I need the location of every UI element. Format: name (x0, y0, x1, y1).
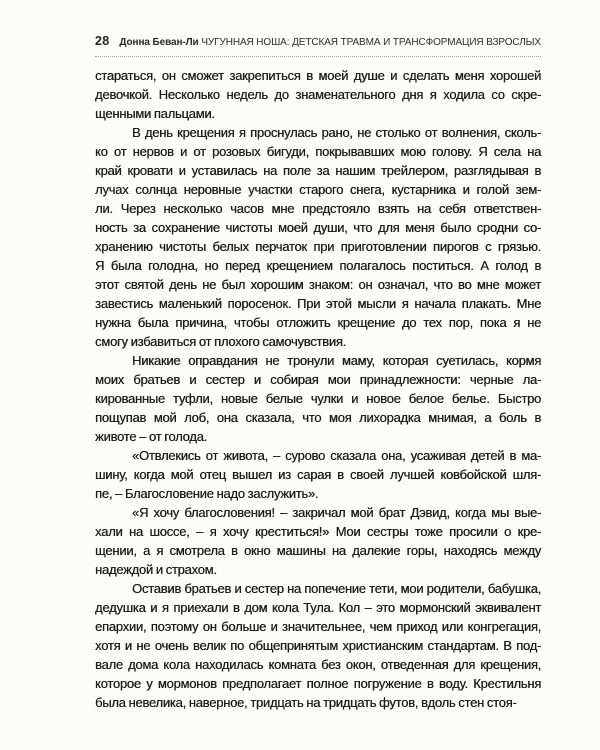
paragraph (95, 123, 541, 351)
text-line: хранению чистоты белых перчаток при приготовлении пирогов с грязью. (95, 239, 541, 254)
text-line: В день крещения я проснулась рано, не столько от волнения, сколь- (132, 125, 541, 140)
text-line: Никакие оправдания не тронули маму, которая суетилась, кормя (132, 353, 541, 368)
text-line: пощупав мой лоб, она сказала, что моя лихорадка мнимая, а боль в (95, 410, 541, 425)
text-line: дедушка и я приехали в дом кола Тула. Кол – это мормонский эквивалент (95, 600, 541, 615)
text-line: хали на шоссе, – я хочу креститься!» Мои сестры тоже просили о кре- (95, 524, 541, 539)
text-line: кированные туфли, новые белые чулки и новое белое белье. Быстро (95, 391, 541, 406)
text-line: завестись маленький поросенок. При этой мысли я начала плакать. Мне (95, 296, 541, 311)
paragraph (95, 351, 541, 446)
text-line: ность за сохранение чистоты моей души, что для меня было сродни со- (95, 220, 541, 235)
text-line: надеждой и страхом. (95, 562, 217, 577)
text-line: животе – от голода. (95, 429, 207, 444)
text-line: стараться, он сможет закрепиться в моей душе и сделать меня хорошей (95, 68, 541, 83)
text-line: была невелика, наверное, тридцать на тридцать футов, вдоль стен стоя- (95, 695, 517, 710)
text-line: пе, – Благословение надо заслужить». (95, 486, 319, 501)
text-line: Оставив братьев и сестер на попечение тети, мои родители, бабушка, (132, 581, 541, 596)
text-line: которое у мормонов предполагает полное погружение в воду. Крестильня (95, 676, 541, 691)
running-header (95, 34, 541, 57)
text-line: епархии, поэтому он больше и значительнее, чем приход или конгрегация, (95, 619, 541, 634)
running-title (110, 37, 541, 48)
text-line: нужна была причина, чтобы отложить крещение до тех пор, пока я не (95, 315, 541, 330)
paragraph (95, 503, 541, 579)
author-name: Донна Беван-Ли (119, 37, 199, 48)
page-number: 28 (95, 34, 110, 48)
text-line: край кровати и уставилась на поле за нашим трейлером, разглядывая в (95, 163, 541, 178)
text-line: щении, а я смотрела в окно машины на далекие горы, находясь между (95, 543, 541, 558)
text-line: этот святой день не был хорошим знаком: он означал, что во мне может (95, 277, 541, 292)
body-text (95, 66, 541, 712)
text-line: девочкой. Несколько недель до знаменательного дня я ходила со скре- (95, 87, 541, 102)
text-line: Я была голодна, но перед крещением полагалось поститься. А голод в (95, 258, 541, 273)
text-line: хотя и не очень велик по общепринятым христианским стандартам. В под- (95, 638, 541, 653)
text-line: «Отвлекись от живота, – сурово сказала она, усаживая детей в ма- (132, 448, 541, 463)
text-line: смогу избавиться от плохого самочувствия. (95, 334, 346, 349)
text-line: лучах солнца неровные участки старого снега, кустарника и голой зем- (95, 182, 541, 197)
text-line: щенными пальцами. (95, 106, 215, 121)
paragraph (95, 579, 541, 712)
paragraph (95, 446, 541, 503)
text-line: «Я хочу благословения! – закричал мой брат Дэвид, когда мы вые- (132, 505, 541, 520)
text-line: шину, когда мой отец вышел из сарая в своей лучшей ковбойской шля- (95, 467, 541, 482)
text-column (95, 34, 541, 712)
text-line: моих братьев и сестер и собирая мои принадлежности: черные ла- (95, 372, 541, 387)
paragraph (95, 66, 541, 123)
text-line: ли. Через несколько часов мне предстояло взять на себя ответствен- (95, 201, 541, 216)
text-line: ко от нервов и от розовых бигуди, покрывавших мою голову. Я села на (95, 144, 541, 159)
book-title: ЧУГУННАЯ НОША: ДЕТСКАЯ ТРАВМА И ТРАНСФОРМАЦИЯ ВЗРОСЛЫХ (201, 37, 541, 48)
text-line: вале дома кола находилась комната без окон, отведенная для крещения, (95, 657, 541, 672)
